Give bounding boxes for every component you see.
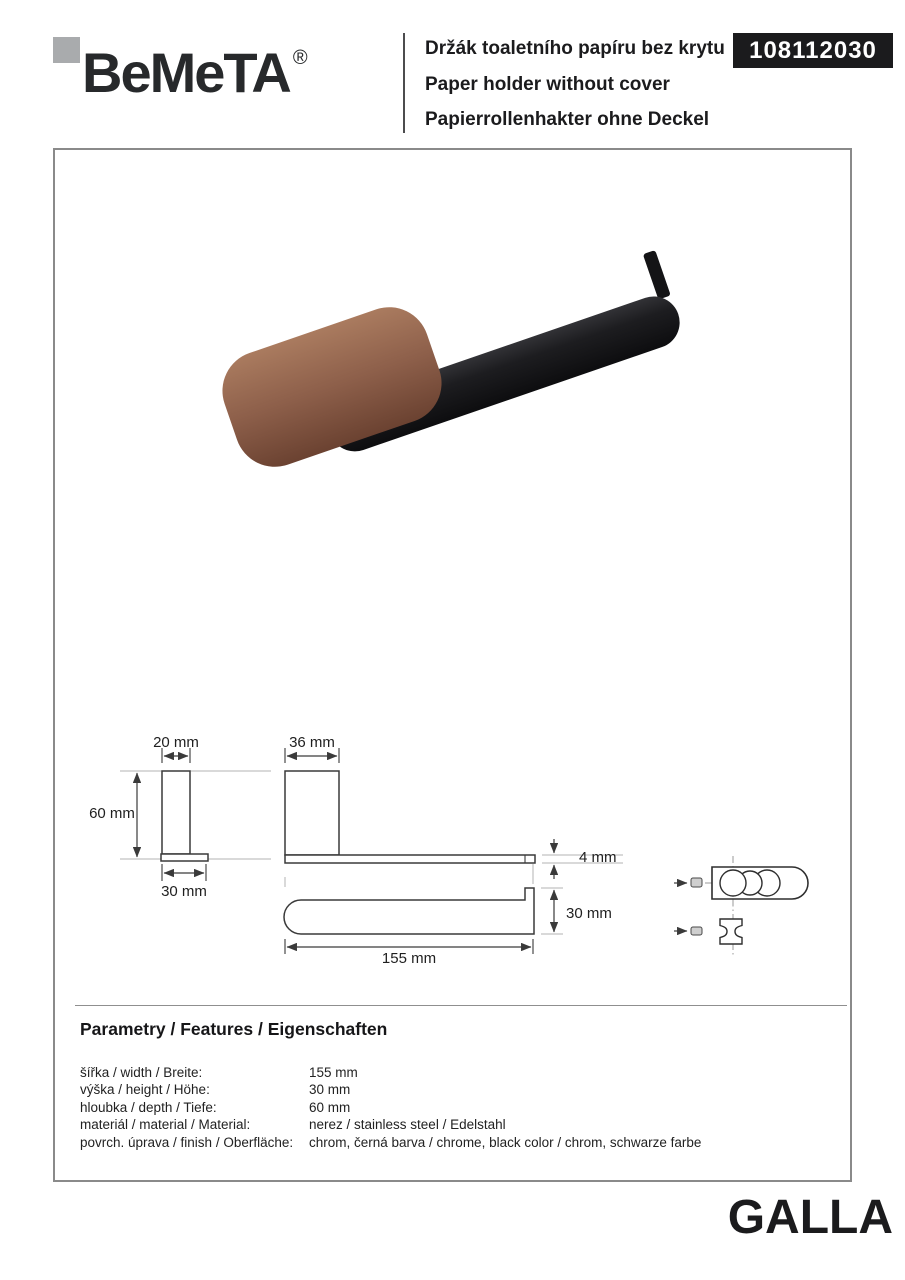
- spec-row-depth: [80, 1099, 820, 1116]
- specs-section: [80, 1019, 820, 1151]
- screw-icons: [674, 878, 702, 935]
- screw-icon: [691, 878, 702, 887]
- spec-value: 30 mm: [309, 1082, 351, 1098]
- spec-value: 60 mm: [309, 1099, 351, 1115]
- dim-label-4mm: 4 mm: [579, 849, 617, 866]
- product-figure: [55, 150, 850, 1000]
- spec-row-width: [80, 1064, 820, 1081]
- spec-label: šířka / width / Breite:: [80, 1065, 203, 1080]
- product-titles: [425, 31, 725, 138]
- side-view-drawing: [161, 771, 208, 861]
- spec-value: 155 mm: [309, 1065, 358, 1080]
- specs-heading: Parametry / Features / Eigenschaften: [80, 1019, 388, 1039]
- logo-square-mark: [53, 37, 80, 63]
- content-frame: [53, 148, 852, 1182]
- dim-label-155mm: 155 mm: [381, 950, 437, 967]
- brand-logo: [82, 26, 308, 104]
- spacer-part: [720, 919, 742, 944]
- product-photo: [212, 250, 687, 478]
- dim-label-20mm: 20 mm: [153, 734, 199, 751]
- spec-value: nerez / stainless steel / Edelstahl: [309, 1117, 506, 1133]
- product-plate-copper: [212, 296, 453, 477]
- spec-label: hloubka / depth / Tiefe:: [80, 1099, 217, 1115]
- spec-label: materiál / material / Material:: [80, 1117, 251, 1133]
- brand-logo-text: BeMeTA: [82, 41, 290, 104]
- spec-label: výška / height / Höhe:: [80, 1082, 210, 1098]
- dim-label-30mm-base: 30 mm: [161, 883, 207, 900]
- mounting-detail: [674, 856, 808, 956]
- spec-row-material: [80, 1116, 820, 1133]
- product-title-de: Papierrollenhakter ohne Deckel: [425, 109, 710, 130]
- dim-label-36mm: 36 mm: [289, 734, 335, 751]
- front-view-drawing: [284, 771, 535, 934]
- spec-row-height: [80, 1081, 820, 1098]
- product-title-cs: Držák toaletního papíru bez krytu: [425, 38, 725, 59]
- dim-label-30mm-arm: 30 mm: [566, 905, 612, 922]
- product-title-en: Paper holder without cover: [425, 73, 670, 95]
- screw-icon: [691, 927, 702, 935]
- specs-separator: [75, 1005, 847, 1006]
- spec-value: chrom, černá barva / chrome, black color / chrom, schwarze farbe: [309, 1134, 702, 1150]
- spec-row-finish: [80, 1134, 820, 1151]
- registered-trademark-icon: ®: [292, 47, 308, 69]
- header-divider: [403, 33, 405, 133]
- series-name: GALLA: [727, 1191, 893, 1244]
- spec-label: povrch. úprava / finish / Oberfläche:: [80, 1134, 294, 1150]
- dim-label-60mm: 60 mm: [89, 805, 135, 822]
- product-code-badge: 108112030: [733, 33, 893, 68]
- keyhole-slots: [720, 870, 780, 896]
